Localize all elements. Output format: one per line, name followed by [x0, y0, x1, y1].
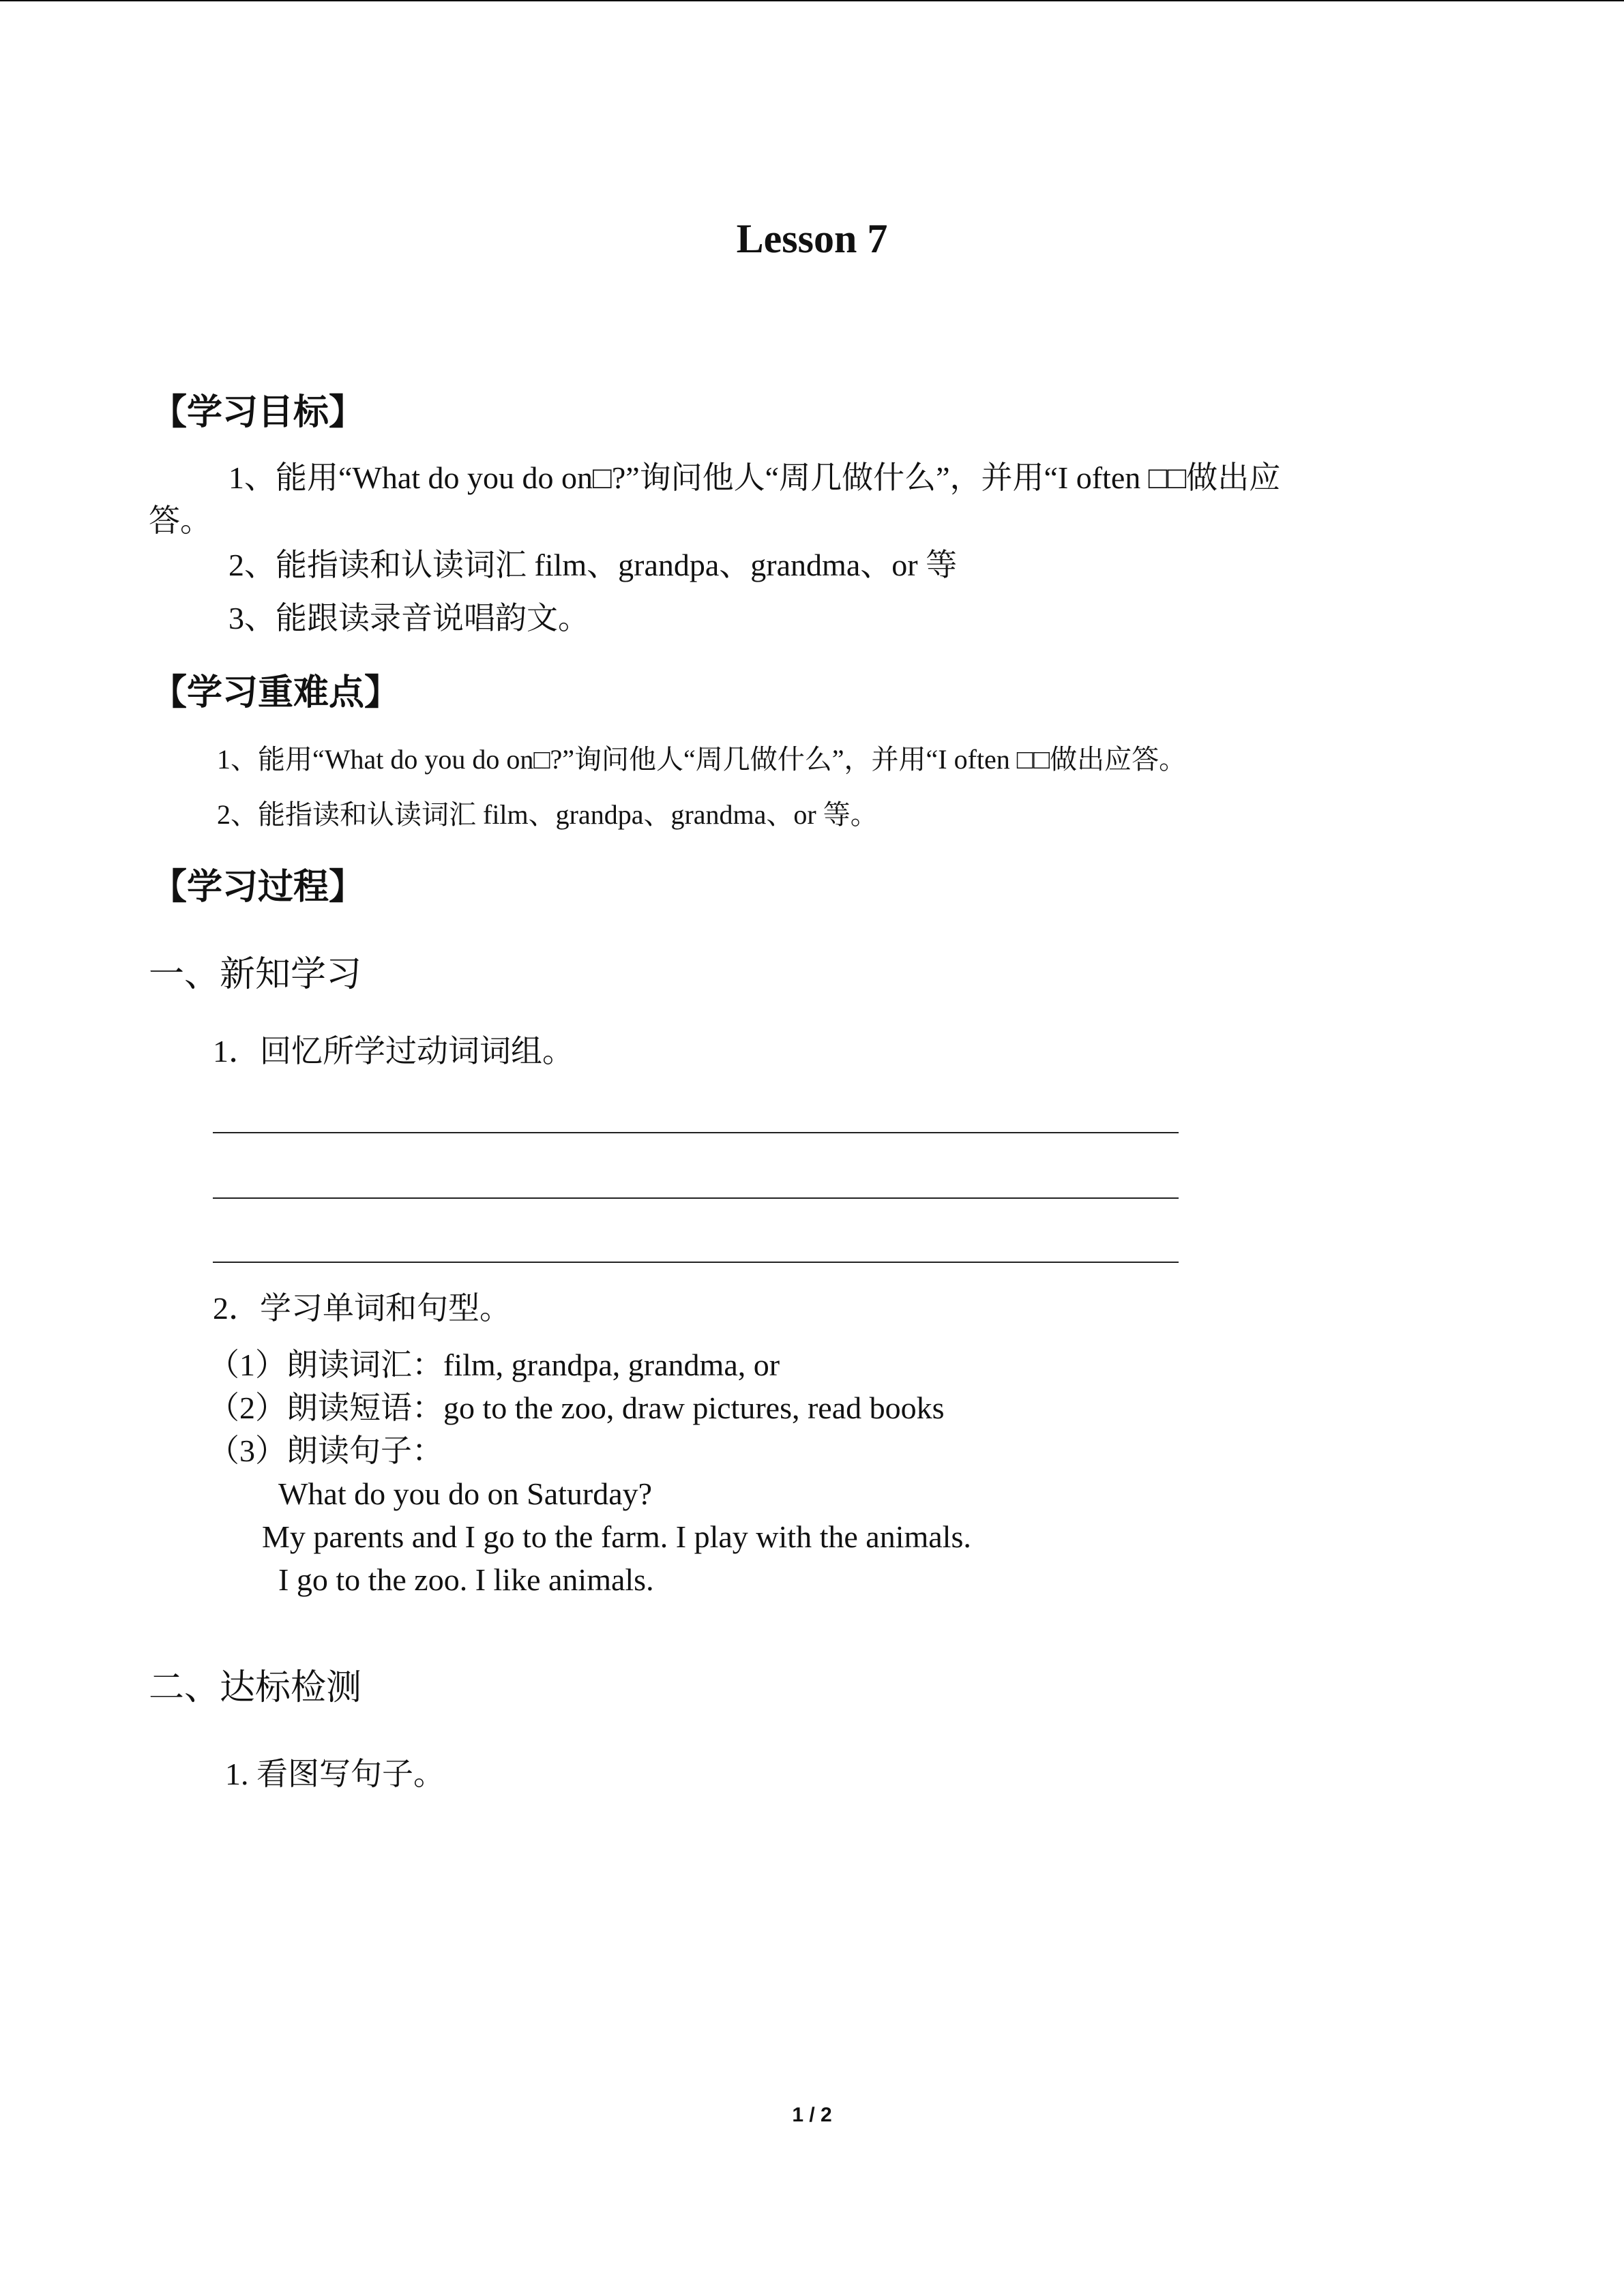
objectives-heading: 【学习目标】 — [151, 393, 365, 432]
assessment-question-1: 1. 看图写句子。 — [225, 1757, 445, 1791]
question-2: 2．学习单词和句型。 — [213, 1291, 511, 1326]
vocabulary-line: （1）朗读词汇：film, grandpa, grandma, or — [208, 1347, 780, 1382]
page-title: Lesson 7 — [736, 216, 888, 261]
objective-item-1-continued: 答。 — [149, 503, 211, 538]
objective-item-2: 2、能指读和认读词汇 film、grandpa、grandma、or 等 — [228, 548, 958, 582]
key-point-item-2: 2、能指读和认读词汇 film、grandpa、grandma、or 等。 — [217, 799, 878, 830]
page-top-border — [0, 0, 1624, 1]
sentence-1: What do you do on Saturday? — [278, 1476, 653, 1511]
objective-item-3: 3、能跟读录音说唱韵文。 — [228, 601, 589, 636]
assessment-heading: 二、达标检测 — [149, 1669, 362, 1708]
key-points-heading: 【学习重难点】 — [151, 674, 400, 713]
page-number: 1 / 2 — [792, 2104, 832, 2126]
sentences-label: （3）朗读句子： — [208, 1433, 443, 1468]
new-knowledge-heading: 一、新知学习 — [149, 955, 362, 994]
answer-line-2 — [213, 1197, 1179, 1199]
question-1: 1．回忆所学过动词词组。 — [213, 1034, 574, 1069]
objective-item-1: 1、能用“What do you do on□?”询问他人“周几做什么”，并用“I often □□做出应 — [228, 460, 1281, 495]
sentence-3: I go to the zoo. I like animals. — [278, 1562, 654, 1597]
sentence-2: My parents and I go to the farm. I play with the animals. — [262, 1519, 971, 1554]
answer-line-3 — [213, 1262, 1179, 1263]
process-heading: 【学习过程】 — [151, 868, 365, 907]
answer-line-1 — [213, 1132, 1179, 1133]
key-point-item-1: 1、能用“What do you do on□?”询问他人“周几做什么”，并用“I often □□做出应答。 — [217, 744, 1187, 775]
phrases-line: （2）朗读短语：go to the zoo, draw pictures, read books — [208, 1390, 945, 1425]
